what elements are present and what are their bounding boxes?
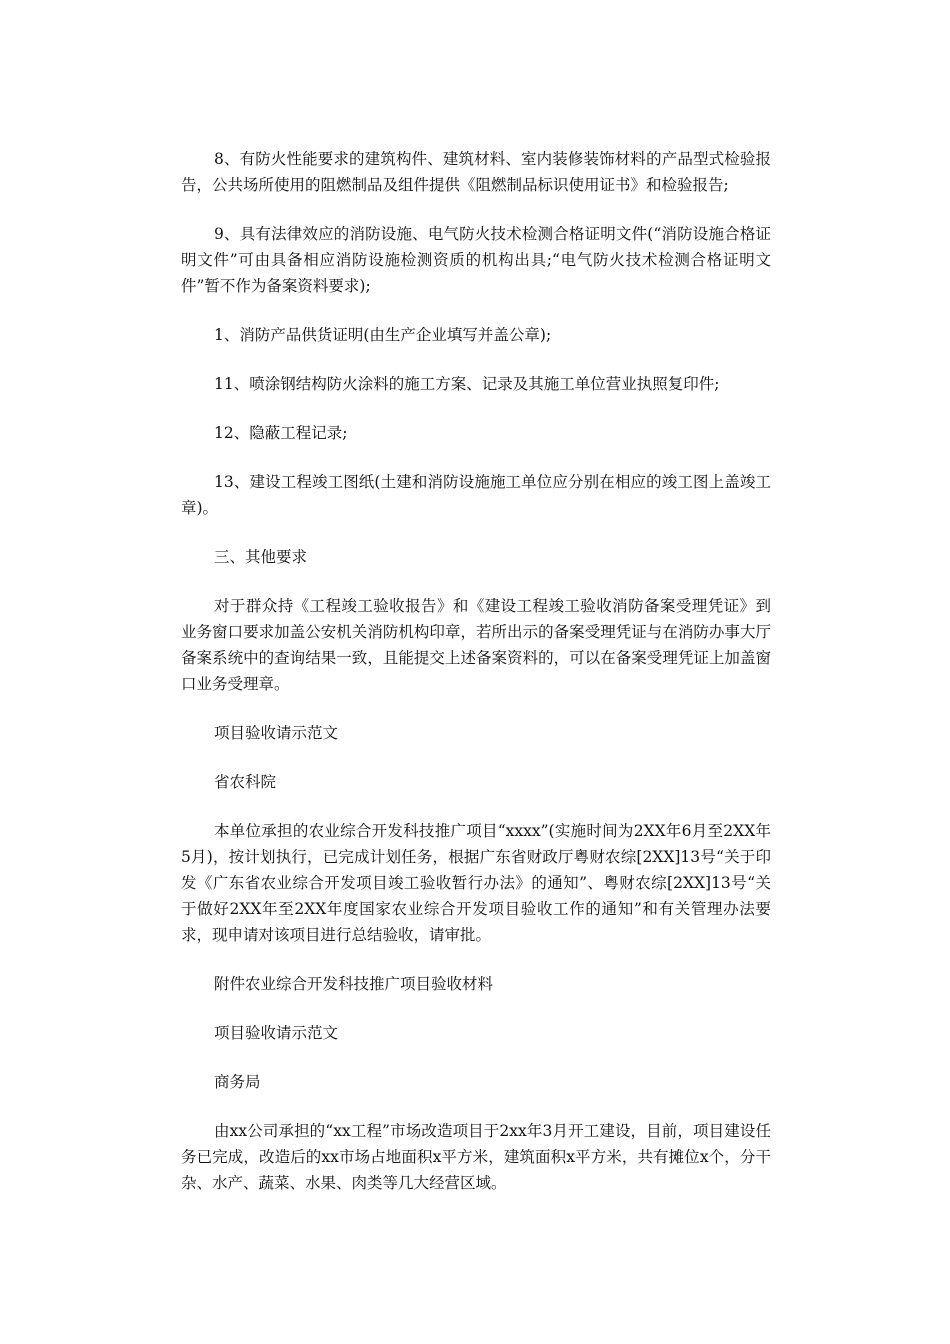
sample-title-1: 项目验收请示范文 — [214, 724, 339, 742]
recipient-2: 商务局 — [214, 1073, 261, 1091]
paragraph-request-body-1: 本单位承担的农业综合开发科技推广项目“xxxx”(实施时间为2XX年6月至2XX年5月)，按计划执行，已完成计划任务，根据广东省财政厅粤财农综[2XX]13号“关于印发《广东省农业综合开发项目竣工验收暂行办法》的通知”、粤财农综[2XX]13号“关于做好2XX年至2XX年度国家农业综合开发项目验收工作的通知”和有关管理办法要求，现申请对该项目进行总结验收，请审批。 — [181, 822, 771, 944]
paragraph-item-8: 8、有防火性能要求的建筑构件、建筑材料、室内装修装饰材料的产品型式检验报告，公共场所使用的阻燃制品及组件提供《阻燃制品标识使用证书》和检验报告; — [181, 150, 771, 194]
attachment-line: 附件农业综合开发科技推广项目验收材料 — [214, 975, 494, 993]
paragraph-item-13: 13、建设工程竣工图纸(土建和消防设施施工单位应分别在相应的竣工图上盖竣工章)。 — [181, 473, 771, 517]
document-body — [181, 146, 771, 1219]
recipient-1: 省农科院 — [214, 773, 277, 791]
paragraph-item-11: 11、喷涂钢结构防火涂料的施工方案、记录及其施工单位营业执照复印件; — [214, 375, 720, 393]
paragraph-item-1: 1、消防产品供货证明(由生产企业填写并盖公章); — [214, 326, 552, 344]
paragraph-request-body-2: 由xx公司承担的“xx工程”市场改造项目于2xx年3月开工建设，目前，项目建设任务已完成，改造后的xx市场占地面积x平方米，建筑面积x平方米，共有摊位x个，分干杂、水产、蔬菜、水果、肉类等几大经营区域。 — [181, 1122, 771, 1192]
paragraph-other-requirements: 对于群众持《工程竣工验收报告》和《建设工程竣工验收消防备案受理凭证》到业务窗口要求加盖公安机关消防机构印章，若所出示的备案受理凭证与在消防办事大厅备案系统中的查询结果一致，且能提交上述备案资料的，可以在备案受理凭证上加盖窗口业务受理章。 — [181, 597, 771, 693]
paragraph-item-12: 12、隐蔽工程记录; — [214, 424, 348, 442]
paragraph-item-9: 9、具有法律效应的消防设施、电气防火技术检测合格证明文件(“消防设施合格证明文件”可由具备相应消防设施检测资质的机构出具;“电气防火技术检测合格证明文件”暂不作为备案资料要求); — [181, 225, 771, 295]
section-heading-other-requirements: 三、其他要求 — [214, 548, 308, 566]
sample-title-2: 项目验收请示范文 — [214, 1024, 339, 1042]
